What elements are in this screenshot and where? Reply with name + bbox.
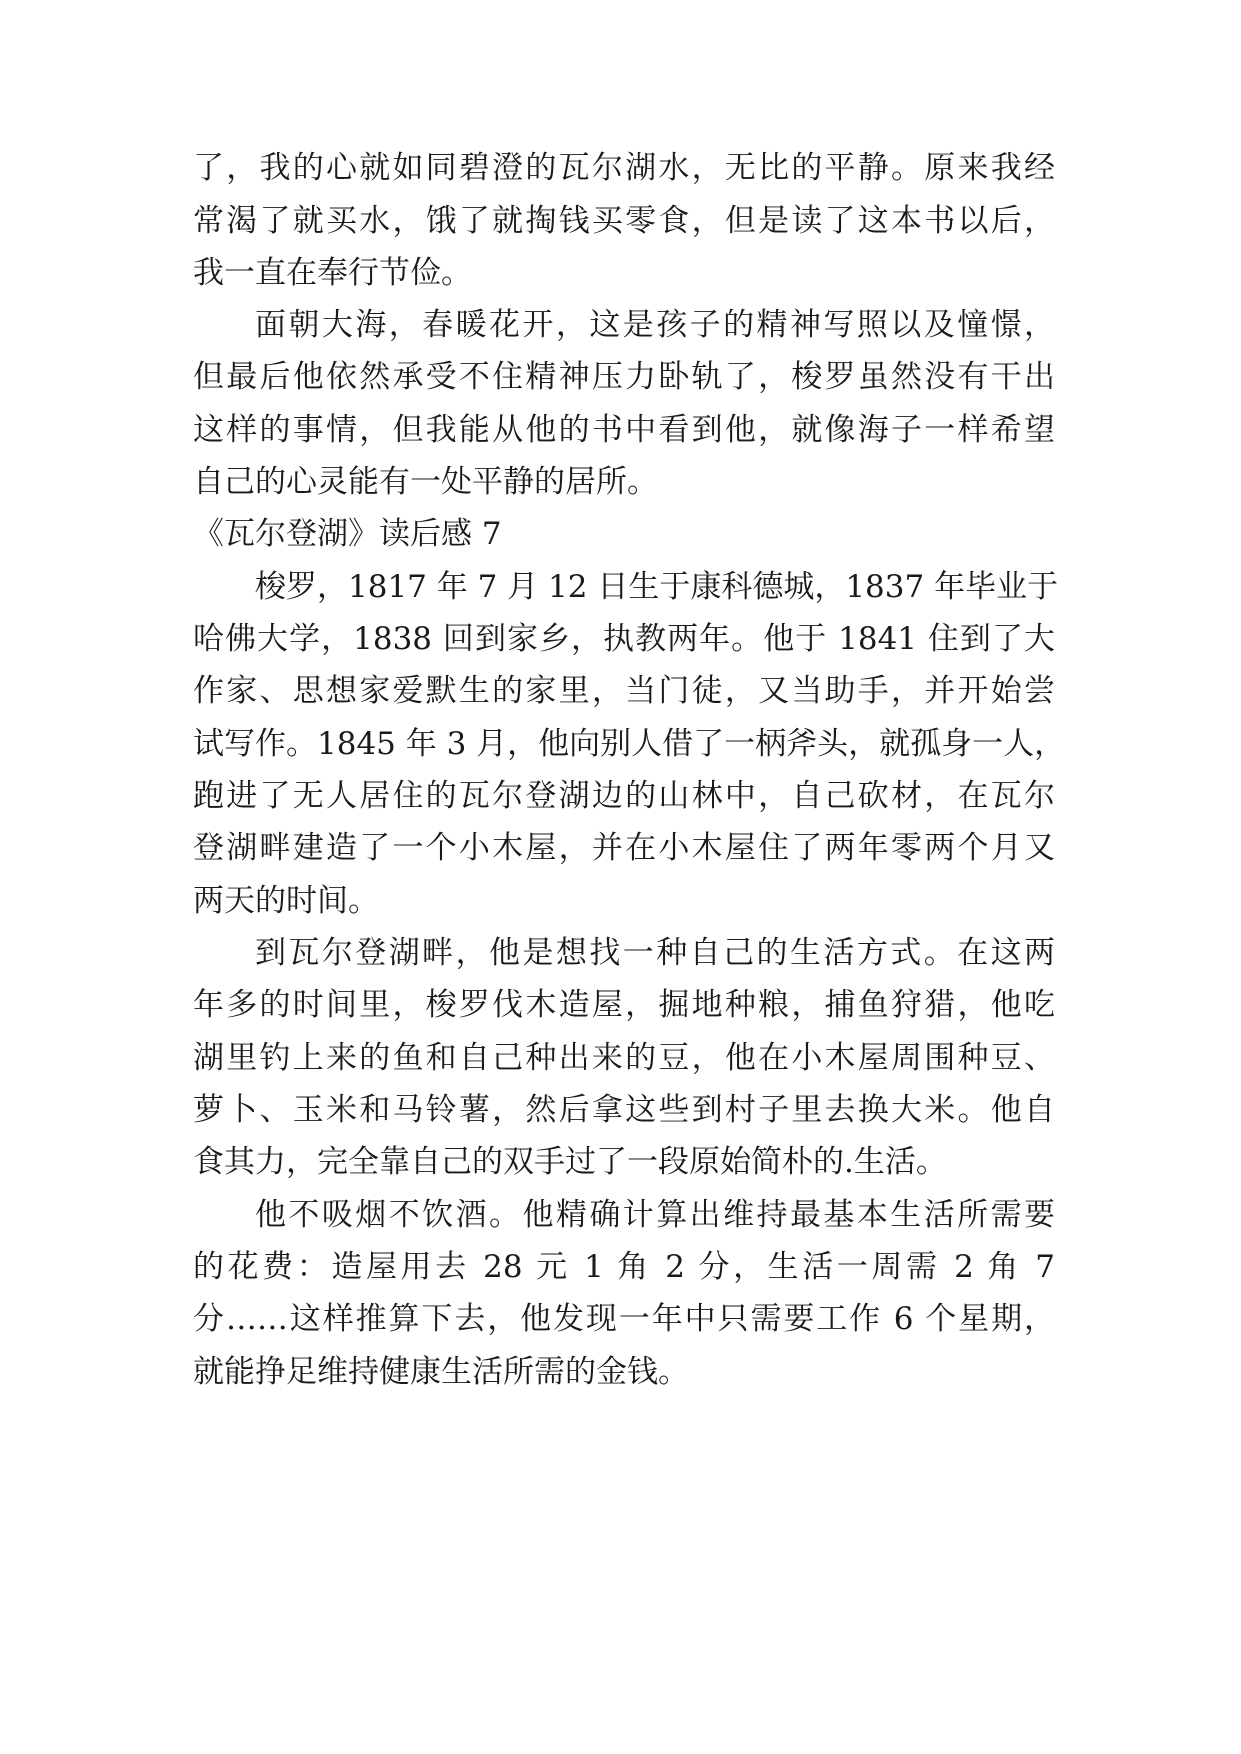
text-line: 了，我的心就如同碧澄的瓦尔湖水，无比的平静。原来我经 bbox=[193, 150, 1055, 186]
text-line: 自己的心灵能有一处平静的居所。 bbox=[193, 464, 658, 500]
text-line: 但最后他依然承受不住精神压力卧轨了，梭罗虽然没有干出 bbox=[193, 359, 1055, 395]
text-line: 登湖畔建造了一个小木屋，并在小木屋住了两年零两个月又 bbox=[193, 830, 1055, 866]
text-line: 跑进了无人居住的瓦尔登湖边的山林中，自己砍材，在瓦尔 bbox=[193, 778, 1055, 814]
text-line: 两天的时间。 bbox=[193, 883, 379, 919]
paragraph-first-line: 梭罗，1817 年 7 月 12 日生于康科德城，1837 年毕业于 bbox=[255, 569, 1059, 605]
text-line: 就能挣足维持健康生活所需的金钱。 bbox=[193, 1354, 689, 1390]
text-line: 萝卜、玉米和马铃薯，然后拿这些到村子里去换大米。他自 bbox=[193, 1092, 1055, 1128]
text-line: 这样的事情，但我能从他的书中看到他，就像海子一样希望 bbox=[193, 412, 1055, 448]
text-line: 分……这样推算下去，他发现一年中只需要工作 6 个星期， bbox=[193, 1301, 1055, 1337]
text-line: 的花费：造屋用去 28 元 1 角 2 分，生活一周需 2 角 7 bbox=[193, 1249, 1055, 1285]
paragraph-first-line: 面朝大海，春暖花开，这是孩子的精神写照以及憧憬， bbox=[255, 307, 1055, 343]
text-line: 年多的时间里，梭罗伐木造屋，掘地种粮，捕鱼狩猎，他吃 bbox=[193, 987, 1055, 1023]
text-line: 作家、思想家爱默生的家里，当门徒，又当助手，并开始尝 bbox=[193, 673, 1055, 709]
text-line: 我一直在奉行节俭。 bbox=[193, 255, 472, 291]
text-line: 食其力，完全靠自己的双手过了一段原始简朴的.生活。 bbox=[193, 1144, 947, 1180]
text-line: 哈佛大学，1838 回到家乡，执教两年。他于 1841 住到了大 bbox=[193, 621, 1055, 657]
text-line: 湖里钓上来的鱼和自己种出来的豆，他在小木屋周围种豆、 bbox=[193, 1040, 1055, 1076]
paragraph-first-line: 到瓦尔登湖畔，他是想找一种自己的生活方式。在这两 bbox=[255, 935, 1055, 971]
text-line: 常渴了就买水，饿了就掏钱买零食，但是读了这本书以后， bbox=[193, 203, 1055, 239]
text-line: 试写作。1845 年 3 月，他向别人借了一柄斧头，就孤身一人， bbox=[193, 726, 1066, 762]
paragraph-first-line: 他不吸烟不饮酒。他精确计算出维持最基本生活所需要 bbox=[255, 1197, 1055, 1233]
section-heading: 《瓦尔登湖》读后感 7 bbox=[193, 516, 502, 552]
